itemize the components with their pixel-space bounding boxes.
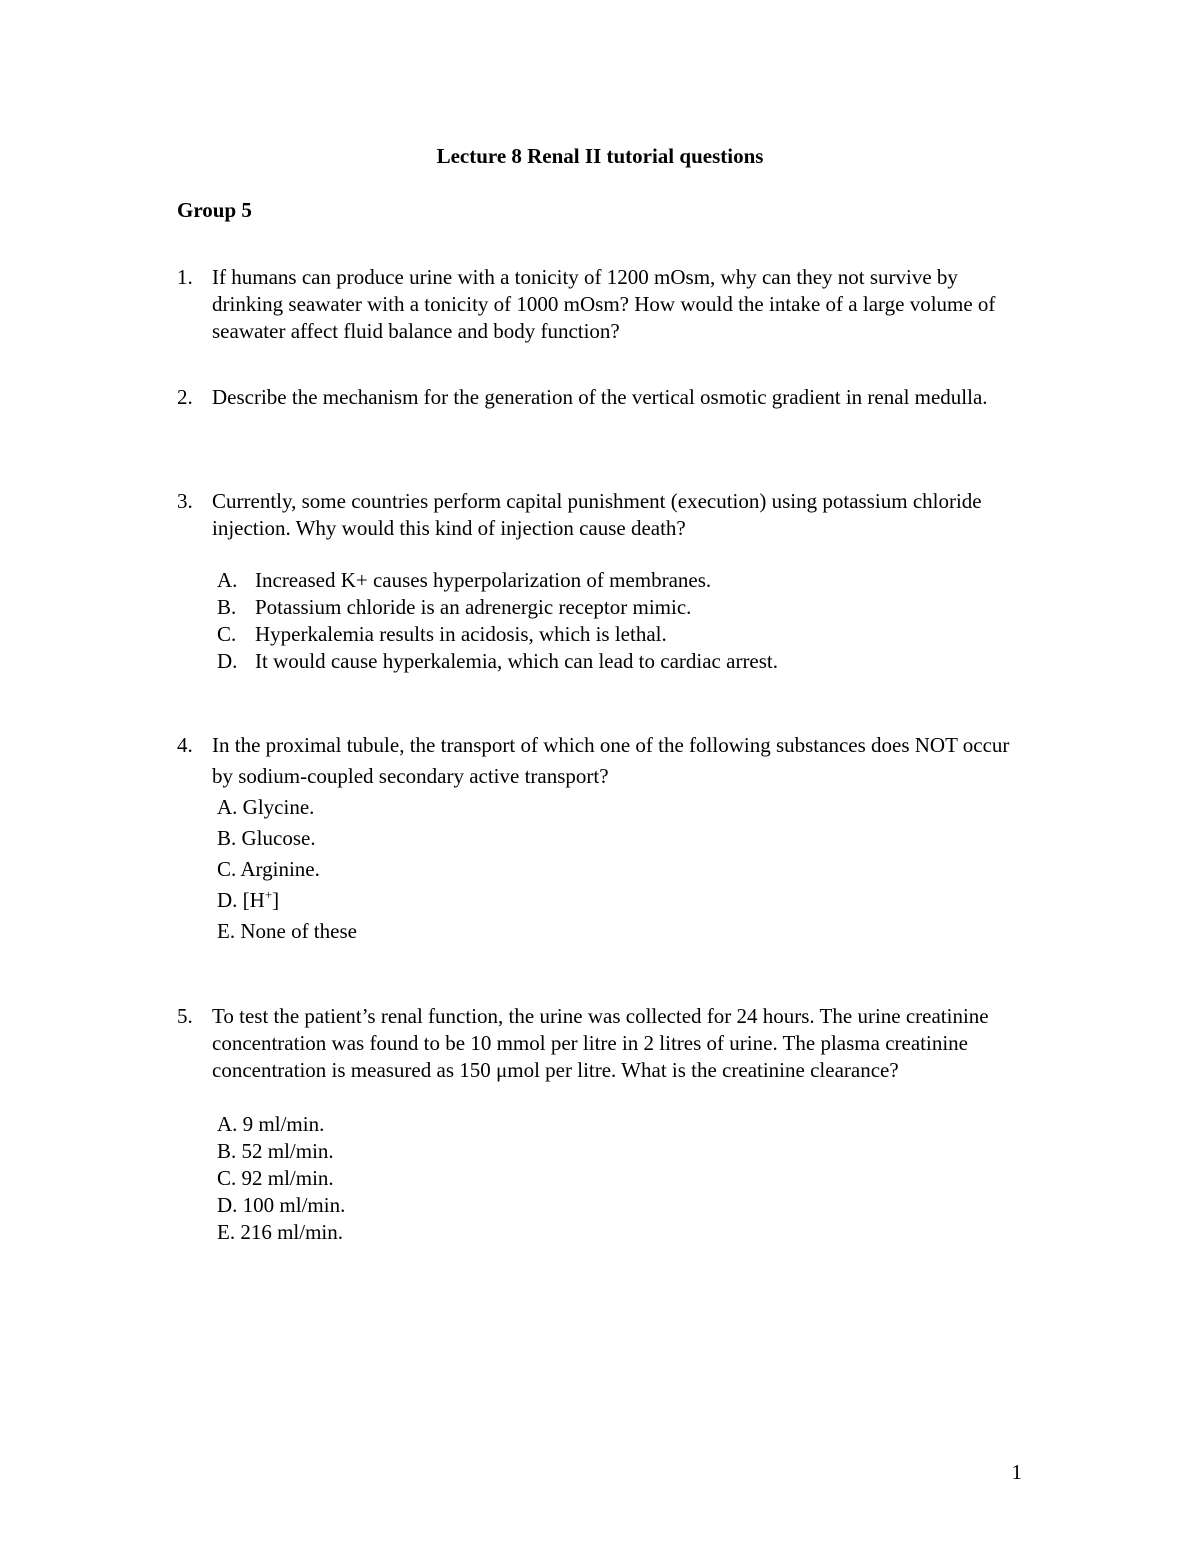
question-1 [177,264,1017,345]
question-3-options [217,567,778,675]
question-text: If humans can produce urine with a tonicity of 1200 mOsm, why can they not survive by drinking seawater with a tonicity of 1000 mOsm? How would the intake of a large volume of seawater affect fluid balance and body function? [212,265,996,343]
question-text: Describe the mechanism for the generation of the vertical osmotic gradient in renal medulla. [212,385,988,409]
option-b: B. 52 ml/min. [217,1139,334,1163]
option-letter: D. [217,649,238,673]
page-title: Lecture 8 Renal II tutorial questions [436,144,764,168]
question-number: 4. [177,733,193,757]
option-text: It would cause hyperkalemia, which can lead to cardiac arrest. [255,649,779,673]
question-number: 2. [177,385,193,409]
option-text-prefix: D. [H [217,888,265,912]
page-number: 1 [1011,1460,1022,1484]
option-text: Hyperkalemia results in acidosis, which is lethal. [255,622,667,646]
option-e: E. None of these [217,919,357,943]
option-a [217,567,778,594]
option-c: C. 92 ml/min. [217,1166,334,1190]
option-e: E. 216 ml/min. [217,1220,343,1244]
question-number: 3. [177,489,193,513]
question-text: In the proximal tubule, the transport of which one of the following substances does NOT occur by sodium-coupled secondary active transport? [212,733,1010,788]
question-text: To test the patient’s renal function, the urine was collected for 24 hours. The urine creatinine concentration was found to be 10 mmol per litre in 2 litres of urine. The plasma creatinine concentration is measured as 150 μmol per litre. What is the creatinine clearance? [212,1004,989,1082]
question-4 [177,730,1017,792]
option-letter: C. [217,622,237,646]
option-b [217,594,778,621]
question-number: 1. [177,265,193,289]
option-c: C. Arginine. [217,857,320,881]
option-c [217,621,778,648]
question-3 [177,488,1017,542]
superscript-plus: + [264,887,273,902]
option-a: A. 9 ml/min. [217,1112,325,1136]
question-2 [177,384,1017,411]
question-text: Currently, some countries perform capital punishment (execution) using potassium chloride injection. Why would this kind of injection cause death? [212,489,982,540]
question-5 [177,1003,1017,1084]
group-heading: Group 5 [177,198,252,222]
option-text: Increased K+ causes hyperpolarization of membranes. [255,568,712,592]
option-text-suffix: ] [272,888,280,912]
option-b: B. Glucose. [217,826,316,850]
option-d [217,648,778,675]
option-letter: A. [217,568,238,592]
option-a: A. Glycine. [217,795,315,819]
option-d: D. 100 ml/min. [217,1193,346,1217]
question-number: 5. [177,1004,193,1028]
question-4-options [217,792,357,947]
option-text: Potassium chloride is an adrenergic receptor mimic. [255,595,692,619]
option-letter: B. [217,595,237,619]
question-5-options [217,1111,345,1246]
option-d [217,885,357,916]
